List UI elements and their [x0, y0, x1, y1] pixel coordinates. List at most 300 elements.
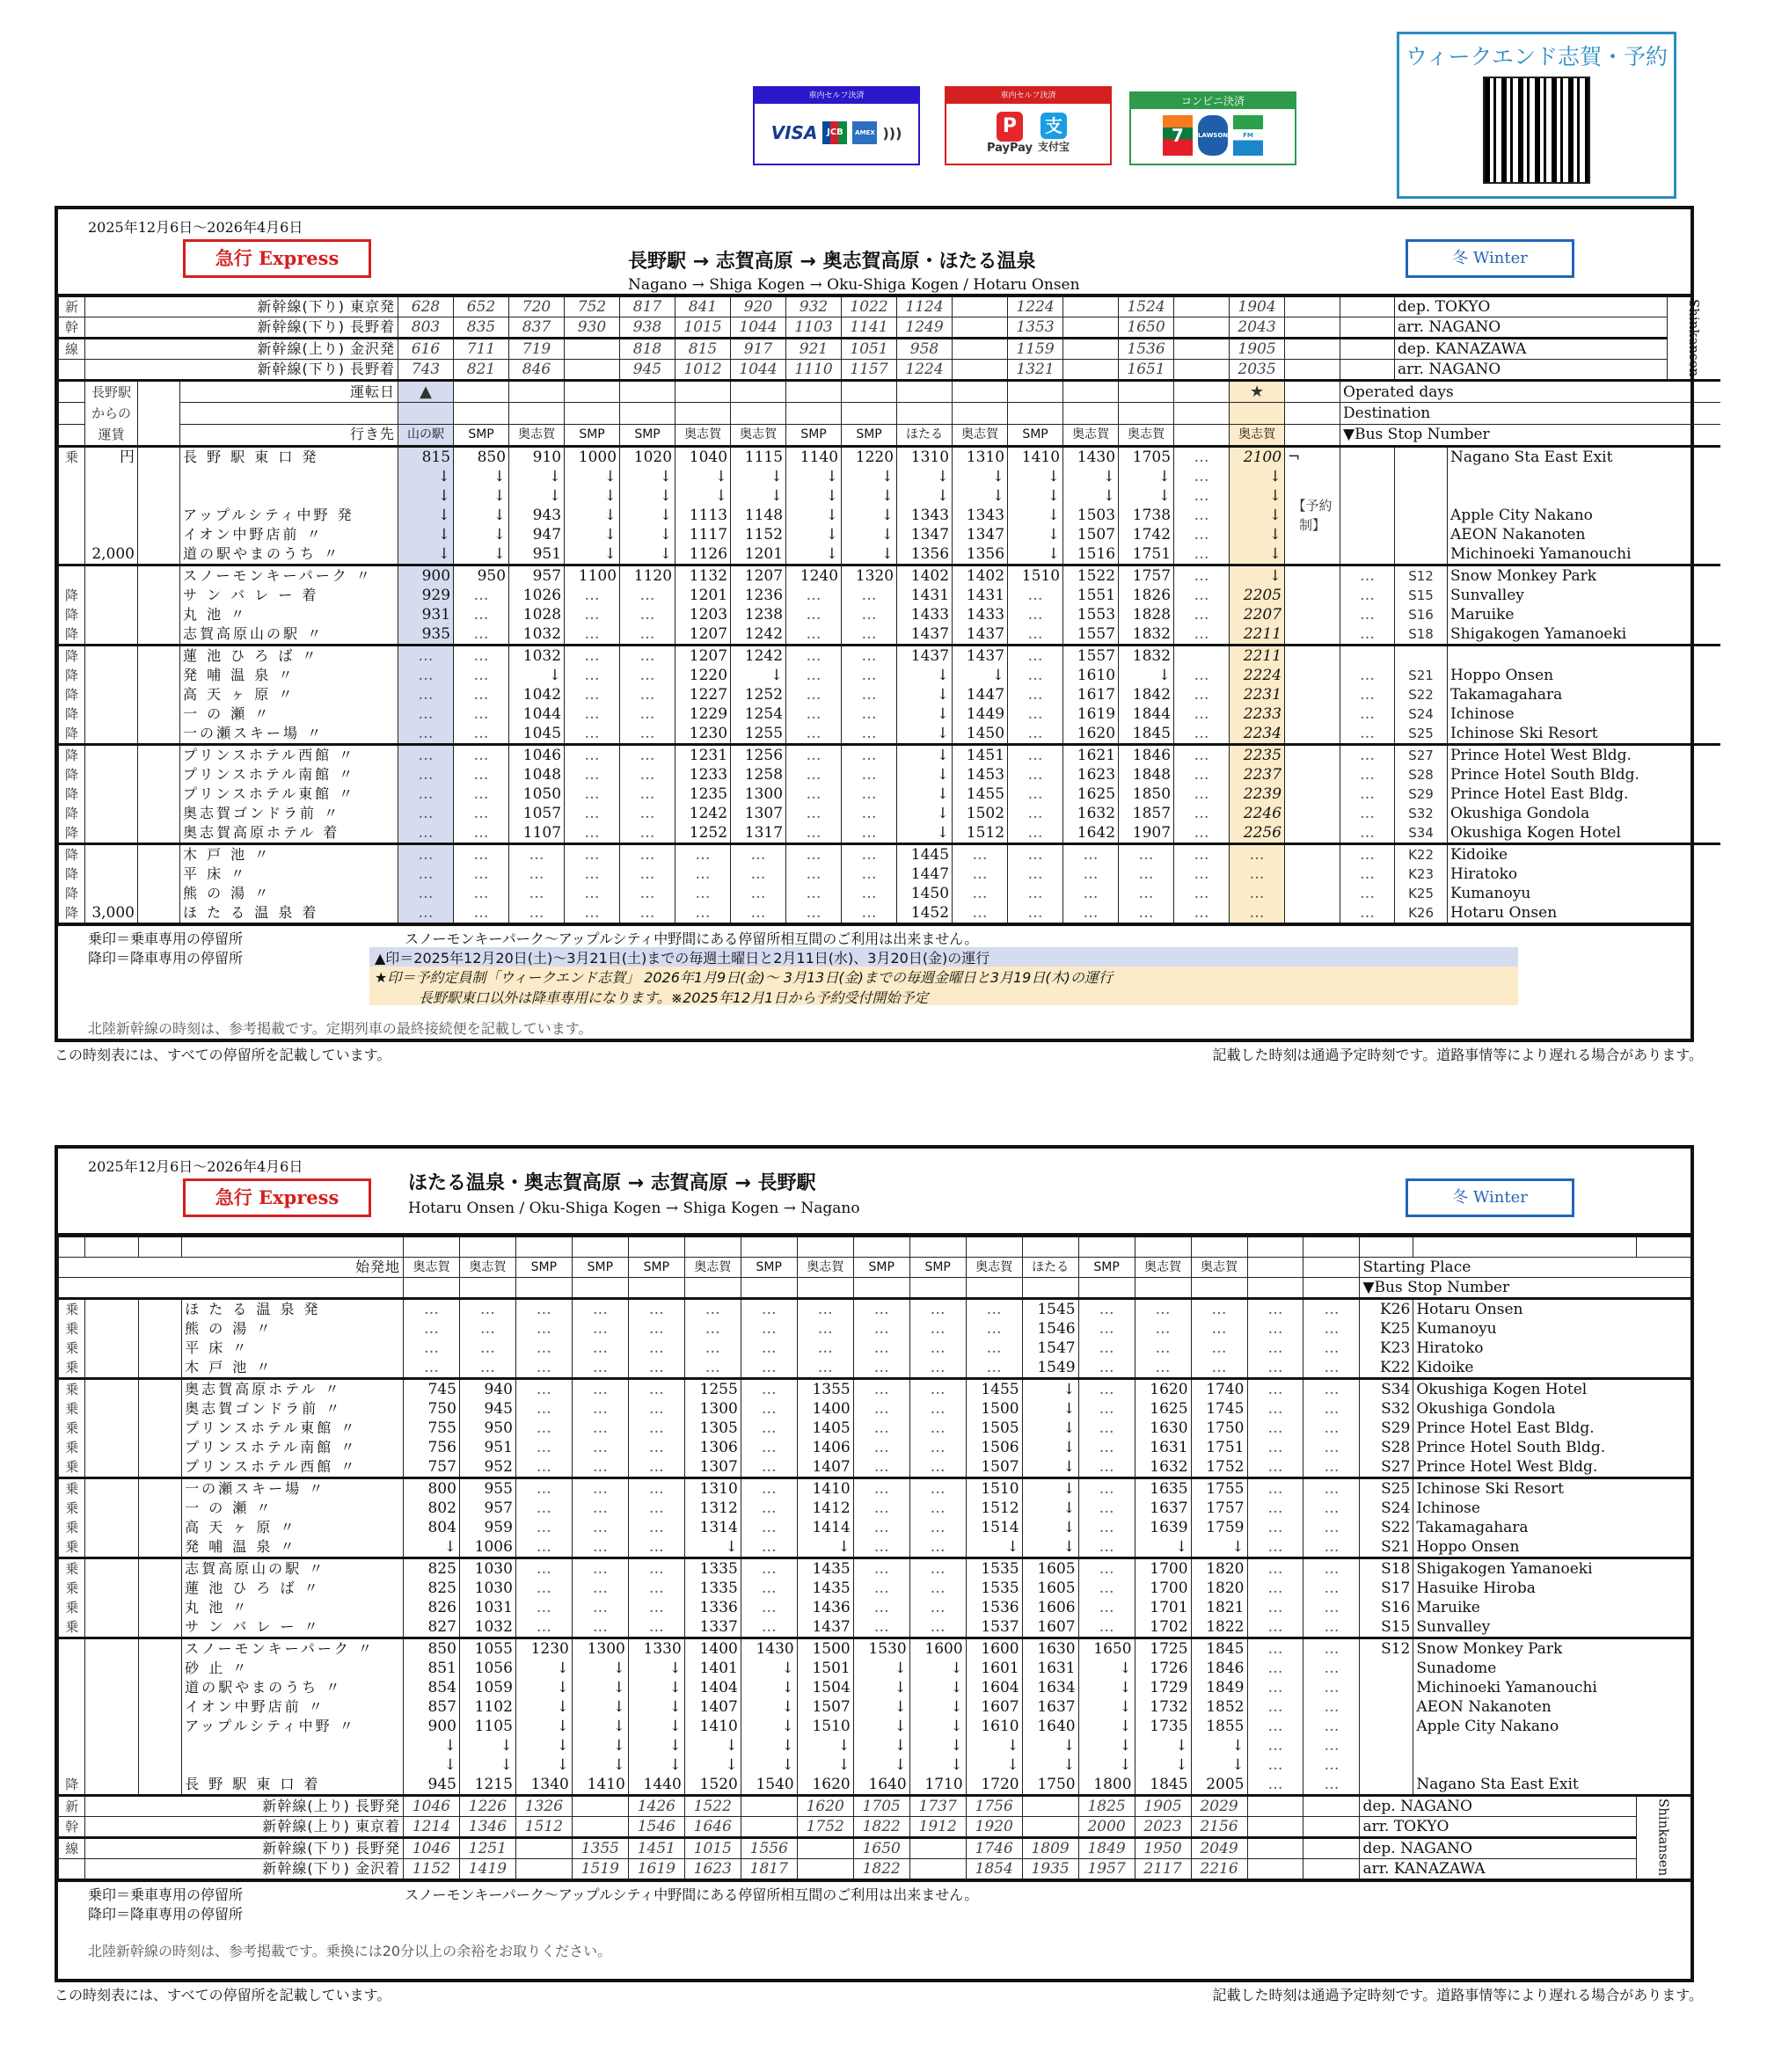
- stop-time: …: [572, 1319, 628, 1339]
- stop-time: …: [572, 1399, 628, 1419]
- stop-name-en: Takamagahara: [1448, 685, 1720, 704]
- stop-time: 1347: [897, 525, 953, 544]
- stop-time: …: [620, 804, 675, 823]
- stop-time: 1231: [675, 745, 731, 766]
- shinkansen-time: 958: [897, 339, 953, 360]
- stop-time: …: [966, 1339, 1022, 1358]
- blank-cell: ¬: [1285, 447, 1340, 468]
- stop-time: 2100: [1230, 447, 1285, 468]
- shinkansen-time: 1249: [897, 317, 953, 339]
- stop-time: …: [565, 646, 620, 667]
- stop-time: ↓: [842, 467, 897, 486]
- stop-name-en: Kidoike: [1448, 844, 1720, 865]
- stop-name-en: Ichinose Ski Resort: [1413, 1478, 1690, 1499]
- shinkansen-time: 1912: [909, 1817, 966, 1838]
- stop-mark: [59, 1736, 85, 1755]
- stop-time: 1606: [1022, 1598, 1078, 1617]
- stop-name-jp: 熊 の 湯 〃: [180, 884, 398, 903]
- qr-code-icon[interactable]: [1483, 77, 1590, 184]
- stop-time: 1625: [1135, 1399, 1191, 1419]
- bus-stop-code: S28: [1395, 765, 1448, 784]
- stop-name-en: Shigakogen Yamanoeki: [1448, 624, 1720, 646]
- stop-time: 2005: [1191, 1775, 1247, 1796]
- stop-mark: 降: [59, 605, 85, 624]
- stop-mark: [59, 467, 85, 486]
- stop-time: …: [1174, 804, 1230, 823]
- stop-time: 1045: [509, 724, 565, 745]
- stop-time: 1846: [1119, 745, 1174, 766]
- stop-row: [59, 565, 1720, 587]
- stop-name-jp: プリンスホテル東館 〃: [180, 784, 398, 804]
- stop-time: 945: [403, 1775, 459, 1796]
- stop-time: …: [842, 666, 897, 685]
- stop-time: …: [454, 624, 509, 646]
- stop-mark: 乗: [59, 1319, 85, 1339]
- stop-time: 1620: [1135, 1379, 1191, 1400]
- stop-time: …: [786, 804, 842, 823]
- blank-cell: [139, 1237, 182, 1258]
- stop-time: ↓: [398, 467, 454, 486]
- note-alight-only: 降印＝降車専用の停留所: [88, 950, 244, 967]
- stop-time: 1402: [953, 565, 1008, 587]
- blank-cell: [1303, 1278, 1360, 1299]
- stop-time: 1300: [684, 1399, 741, 1419]
- stop-time: …: [1247, 1598, 1303, 1617]
- stop-time: …: [515, 1478, 572, 1499]
- stop-time: 1625: [1063, 784, 1119, 804]
- stop-time: ↓: [1230, 544, 1285, 565]
- stop-time: 1046: [509, 745, 565, 766]
- stop-time: 1032: [459, 1617, 515, 1638]
- card-payment-header: 車内セルフ決済: [755, 88, 918, 104]
- shinkansen-time: [565, 339, 620, 360]
- blank-cell: [1413, 1237, 1637, 1258]
- stop-name-en: AEON Nakanoten: [1448, 525, 1720, 544]
- bus-stop-code: S22: [1360, 1518, 1413, 1537]
- stop-time: …: [1078, 1438, 1135, 1457]
- card-payment-logo: [753, 86, 920, 165]
- shinkansen-side-label: 線: [59, 339, 85, 360]
- blank-cell: [85, 1659, 139, 1678]
- stop-time: …: [572, 1537, 628, 1558]
- shinkansen-time: [1063, 317, 1119, 339]
- shinkansen-time: 1015: [684, 1838, 741, 1859]
- stop-time: …: [1008, 624, 1063, 646]
- stop-time: …: [403, 1319, 459, 1339]
- shinkansen-label: 新幹線(下り) 東京発: [85, 297, 398, 317]
- stop-time: ↓: [1191, 1755, 1247, 1775]
- stop-time: …: [403, 1339, 459, 1358]
- stop-time: ↓: [628, 1736, 684, 1755]
- stop-time: 1437: [953, 646, 1008, 667]
- fare-header: [85, 381, 138, 447]
- shinkansen-time: [1022, 1817, 1078, 1838]
- stop-time: 1306: [684, 1438, 741, 1457]
- stop-time: …: [1063, 865, 1119, 884]
- bus-stop-code: S16: [1395, 605, 1448, 624]
- bus-stop-code: S34: [1360, 1379, 1413, 1400]
- origin-cell: SMP: [628, 1258, 684, 1278]
- stop-time: …: [1174, 823, 1230, 844]
- shinkansen-time: 1103: [786, 317, 842, 339]
- stop-name-en: Okushiga Gondola: [1448, 804, 1720, 823]
- stop-time: ↓: [1078, 1697, 1135, 1717]
- stop-time: 1215: [459, 1775, 515, 1796]
- stop-time: …: [1303, 1379, 1360, 1400]
- fare-cell: [85, 506, 138, 525]
- stop-time: …: [1303, 1775, 1360, 1796]
- stop-time: 1236: [731, 586, 786, 605]
- stop-time: ↓: [842, 486, 897, 506]
- shinkansen-time: 1849: [1078, 1838, 1135, 1859]
- stop-time: 1820: [1191, 1579, 1247, 1598]
- bus-stop-code: [1360, 1717, 1413, 1736]
- stop-time: 1752: [1191, 1457, 1247, 1478]
- shinkansen-time: 945: [620, 360, 675, 381]
- stop-mark: 乗: [59, 1379, 85, 1400]
- stop-time: ↓: [1022, 1419, 1078, 1438]
- blank-cell: [1285, 565, 1340, 587]
- stop-time: …: [1247, 1379, 1303, 1400]
- stop-time: …: [398, 745, 454, 766]
- shinkansen-time: 1524: [1119, 297, 1174, 317]
- stop-time: 943: [509, 506, 565, 525]
- stop-time: 1844: [1119, 704, 1174, 724]
- blank-cell: [138, 447, 180, 468]
- stop-name-en: Nagano Sta East Exit: [1413, 1775, 1690, 1796]
- stop-time: 1848: [1119, 765, 1174, 784]
- stop-name-jp: [180, 467, 398, 486]
- stop-time: ↓: [786, 506, 842, 525]
- stop-time: …: [786, 685, 842, 704]
- stop-time: 1402: [897, 565, 953, 587]
- stop-time: …: [620, 586, 675, 605]
- stop-name-jp: 一 の 瀬 〃: [182, 1499, 404, 1518]
- operated-days-mark: [897, 381, 953, 403]
- stop-time: 1050: [509, 784, 565, 804]
- shinkansen-time: 1110: [786, 360, 842, 381]
- stop-time: …: [1247, 1399, 1303, 1419]
- stop-time: …: [515, 1379, 572, 1400]
- shinkansen-time: 1044: [731, 317, 786, 339]
- shinkansen-row: [59, 1859, 1691, 1879]
- shinkansen-time: 1141: [842, 317, 897, 339]
- stop-time: …: [565, 745, 620, 766]
- stop-time: …: [1174, 903, 1230, 923]
- stop-time: ↓: [786, 544, 842, 565]
- shinkansen-time: 1950: [1135, 1838, 1191, 1859]
- stop-time: …: [398, 765, 454, 784]
- stop-time: …: [853, 1579, 909, 1598]
- stop-time: …: [853, 1457, 909, 1478]
- stop-time: 1535: [966, 1579, 1022, 1598]
- stop-time: …: [1247, 1339, 1303, 1358]
- stop-mark: [59, 1678, 85, 1697]
- stop-mark: 乗: [59, 1399, 85, 1419]
- stop-time: 1510: [1008, 565, 1063, 587]
- stop-time: 1845: [1135, 1775, 1191, 1796]
- blank-cell: [85, 1419, 139, 1438]
- stop-time: 1820: [1191, 1558, 1247, 1580]
- stop-time: …: [1247, 1736, 1303, 1755]
- stop-time: …: [628, 1379, 684, 1400]
- blank-cell: [1340, 339, 1395, 360]
- stop-time: 1026: [509, 586, 565, 605]
- stop-time: …: [786, 844, 842, 865]
- note-board-only: 乗印＝乗車専用の停留所: [88, 1886, 244, 1903]
- stop-time: …: [684, 1299, 741, 1320]
- stop-time: ↓: [459, 1736, 515, 1755]
- stop-time: …: [454, 605, 509, 624]
- stop-time: …: [909, 1438, 966, 1457]
- stop-time: ↓: [398, 544, 454, 565]
- stop-time: 1540: [741, 1775, 797, 1796]
- stop-time: 947: [509, 525, 565, 544]
- shinkansen-time: 1152: [403, 1859, 459, 1879]
- stop-time: …: [853, 1299, 909, 1320]
- stop-time: …: [1078, 1499, 1135, 1518]
- blank-cell: [85, 1438, 139, 1457]
- stop-time: …: [515, 1579, 572, 1598]
- shinkansen-time: [909, 1838, 966, 1859]
- operated-days-mark: [842, 381, 897, 403]
- stop-mark: 乗: [59, 1558, 85, 1580]
- blank-cell: [1340, 525, 1395, 544]
- stop-row: [59, 624, 1720, 646]
- stop-time: …: [398, 865, 454, 884]
- validity-dates: 2025年12月6日〜2026年4月6日: [88, 1158, 303, 1175]
- shinkansen-time: [1063, 360, 1119, 381]
- contactless-icon: ))): [882, 124, 902, 142]
- stop-time: …: [842, 884, 897, 903]
- stop-time: …: [1078, 1399, 1135, 1419]
- shinkansen-side-label: [59, 1859, 85, 1879]
- stop-name-jp: 奥志賀ゴンドラ前 〃: [182, 1399, 404, 1419]
- stop-time: 1356: [953, 544, 1008, 565]
- stop-time: ↓: [897, 804, 953, 823]
- stop-time: 1726: [1135, 1659, 1191, 1678]
- stop-time: ↓: [515, 1755, 572, 1775]
- blank-cell: [139, 1678, 182, 1697]
- stop-row: [59, 605, 1720, 624]
- stop-name-en: Prince Hotel East Bldg.: [1448, 784, 1720, 804]
- stop-time: 1557: [1063, 646, 1119, 667]
- stop-time: 1502: [953, 804, 1008, 823]
- stop-time: ↓: [398, 506, 454, 525]
- shinkansen-time: [1247, 1817, 1303, 1838]
- stop-time: …: [786, 784, 842, 804]
- stop-time: …: [398, 704, 454, 724]
- stop-time: 1750: [1191, 1419, 1247, 1438]
- blank-cell: [85, 1379, 139, 1400]
- stop-time: 1510: [966, 1478, 1022, 1499]
- stop-row: [59, 1478, 1691, 1499]
- origin-label: 始発地: [59, 1258, 404, 1278]
- stop-name-en: Prince Hotel West Bldg.: [1448, 745, 1720, 766]
- stop-time: …: [628, 1558, 684, 1580]
- stop-time: 1117: [675, 525, 731, 544]
- stop-name-jp: サ ン バ レ ー 着: [180, 586, 398, 605]
- shinkansen-time: 1226: [459, 1796, 515, 1817]
- stop-time: 1343: [953, 506, 1008, 525]
- stop-name-en: Prince Hotel South Bldg.: [1448, 765, 1720, 784]
- stop-time: …: [909, 1518, 966, 1537]
- stop-mark: 乗: [59, 1598, 85, 1617]
- stop-mark: 降: [59, 624, 85, 646]
- stop-name-jp: 一 の 瀬 〃: [180, 704, 398, 724]
- fare-cell: [85, 844, 138, 865]
- destination-cell: 奥志賀: [675, 424, 731, 446]
- stop-time: …: [1174, 884, 1230, 903]
- stop-time: …: [853, 1537, 909, 1558]
- stop-time: …: [909, 1339, 966, 1358]
- blank-cell: [138, 605, 180, 624]
- stop-time: ↓: [628, 1697, 684, 1717]
- blank-cell: [85, 1736, 139, 1755]
- shinkansen-time: 835: [454, 317, 509, 339]
- origin-cell: 奥志賀: [1135, 1258, 1191, 1278]
- destination-cell: SMP: [842, 424, 897, 446]
- note-triangle-service: ▲印＝2025年12月20日(土)〜3月21日(土)までの毎週土曜日と2月11日(水)、3月20日(金)の運行: [369, 947, 1518, 967]
- blank-cell: [138, 903, 180, 923]
- stop-time: 1356: [897, 544, 953, 565]
- stop-time: 1832: [1119, 624, 1174, 646]
- stop-time: 1437: [797, 1617, 853, 1638]
- stop-time: …: [565, 586, 620, 605]
- shinkansen-time: 2035: [1230, 360, 1285, 381]
- stop-time: 850: [454, 447, 509, 468]
- stop-name-en: Apple City Nakano: [1448, 506, 1720, 525]
- bus-stop-code: K22: [1360, 1358, 1413, 1379]
- stop-time: …: [953, 844, 1008, 865]
- blank-cell: [138, 525, 180, 544]
- stop-name-en: Ichinose Ski Resort: [1448, 724, 1720, 745]
- stop-time: 1000: [565, 447, 620, 468]
- stop-time: ↓: [1230, 506, 1285, 525]
- stop-time: …: [1247, 1755, 1303, 1775]
- blank-cell: [1285, 804, 1340, 823]
- stop-name-en: [1413, 1736, 1690, 1755]
- stop-time: 1340: [515, 1775, 572, 1796]
- blank-cell: [1340, 646, 1395, 667]
- blank-cell: [1135, 1278, 1191, 1299]
- stop-time: …: [515, 1419, 572, 1438]
- stop-time: …: [741, 1319, 797, 1339]
- stop-time: 825: [403, 1579, 459, 1598]
- express-badge: 急行 Express: [183, 239, 371, 278]
- bus-stop-code: [1395, 544, 1448, 565]
- stop-time: 1435: [797, 1579, 853, 1598]
- stop-row: [59, 1617, 1691, 1638]
- stop-time: 1430: [741, 1638, 797, 1660]
- blank-cell: [138, 804, 180, 823]
- reservation-qr-box[interactable]: [1397, 32, 1676, 199]
- stop-name-jp: 志賀高原山の駅 〃: [180, 624, 398, 646]
- stop-time: ↓: [1022, 1399, 1078, 1419]
- blank-cell: [1285, 586, 1340, 605]
- bus-stop-code: [1360, 1678, 1413, 1697]
- stop-time: …: [398, 685, 454, 704]
- stop-time: …: [1008, 765, 1063, 784]
- stop-row: [59, 544, 1720, 565]
- stop-time: 1452: [897, 903, 953, 923]
- stop-time: …: [853, 1399, 909, 1419]
- validity-dates: 2025年12月6日〜2026年4月6日: [88, 219, 303, 236]
- stop-time: …: [1303, 1697, 1360, 1717]
- stop-time: …: [628, 1299, 684, 1320]
- blank-cell: [85, 1339, 139, 1358]
- blank-cell: [853, 1278, 909, 1299]
- stop-mark: [59, 565, 85, 587]
- shinkansen-en-side: Shinkansen: [1668, 297, 1720, 381]
- stop-row: [59, 784, 1720, 804]
- stop-time: …: [1008, 666, 1063, 685]
- shinkansen-label: 新幹線(下り) 長野着: [85, 317, 398, 339]
- blank-cell: [85, 1558, 139, 1580]
- stop-time: 757: [403, 1457, 459, 1478]
- stop-time: 957: [509, 565, 565, 587]
- shinkansen-en-label: dep. NAGANO: [1360, 1838, 1637, 1859]
- fare-cell: [85, 666, 138, 685]
- stop-name-jp: 高 天 ヶ 原 〃: [180, 685, 398, 704]
- stop-time: …: [1303, 1419, 1360, 1438]
- shinkansen-time: 938: [620, 317, 675, 339]
- stop-time: 1632: [1063, 804, 1119, 823]
- stop-name-jp: 奥志賀高原ホテル 〃: [182, 1379, 404, 1400]
- stop-time: …: [741, 1358, 797, 1379]
- stop-time: ↓: [797, 1755, 853, 1775]
- blank-cell: [85, 1775, 139, 1796]
- stop-time: ↓: [966, 1736, 1022, 1755]
- stop-time: …: [509, 844, 565, 865]
- blank-cell: [138, 884, 180, 903]
- shinkansen-time: 719: [509, 339, 565, 360]
- stop-time: …: [1247, 1717, 1303, 1736]
- stop-time: …: [398, 823, 454, 844]
- blank-cell: [138, 586, 180, 605]
- stop-time: …: [620, 765, 675, 784]
- stop-row: [59, 1659, 1691, 1678]
- blank-cell: [1285, 884, 1340, 903]
- destination-cell: [1174, 424, 1230, 446]
- stop-time: …: [572, 1419, 628, 1438]
- stop-time: 1500: [797, 1638, 853, 1660]
- shinkansen-time: [515, 1859, 572, 1879]
- shinkansen-time: [797, 1838, 853, 1859]
- stop-time: …: [565, 605, 620, 624]
- origin-cell: SMP: [1078, 1258, 1135, 1278]
- stop-name-en: Maruike: [1448, 605, 1720, 624]
- stop-time: 1450: [897, 884, 953, 903]
- stop-mark: [59, 486, 85, 506]
- blank-cell: [139, 1775, 182, 1796]
- blank-cell: [139, 1638, 182, 1660]
- stop-time: 1120: [620, 565, 675, 587]
- shinkansen-time: 930: [565, 317, 620, 339]
- stop-time: …: [741, 1478, 797, 1499]
- stop-time: 1337: [684, 1617, 741, 1638]
- blank-cell: [909, 1237, 966, 1258]
- stop-time: 1507: [966, 1457, 1022, 1478]
- blank-cell: …: [1340, 765, 1395, 784]
- stop-time: 1233: [675, 765, 731, 784]
- stop-time: 1701: [1135, 1598, 1191, 1617]
- stop-time: 1510: [797, 1717, 853, 1736]
- shinkansen-time: 720: [509, 297, 565, 317]
- shinkansen-time: 920: [731, 297, 786, 317]
- stop-time: …: [1174, 506, 1230, 525]
- stop-time: 1639: [1135, 1518, 1191, 1537]
